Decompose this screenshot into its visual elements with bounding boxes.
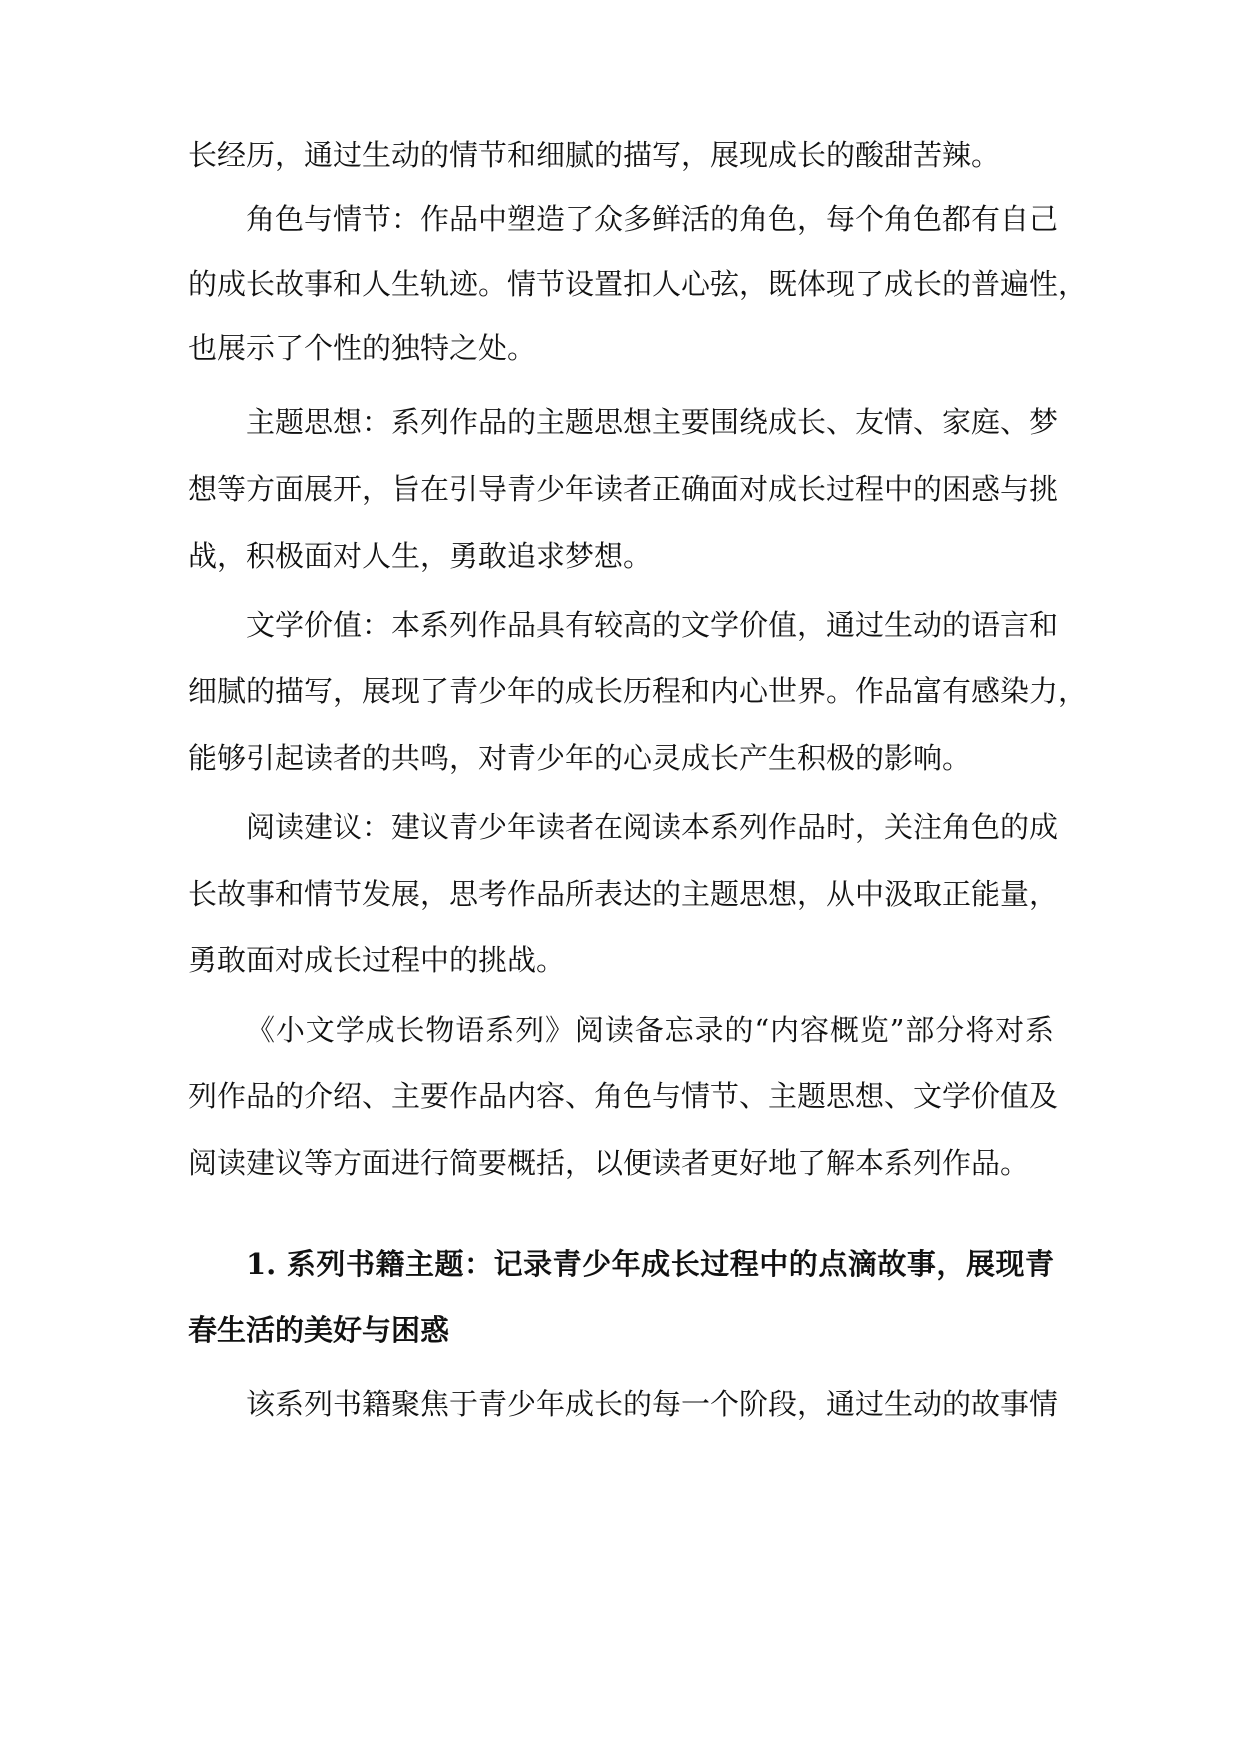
section-heading-line: 春生活的美好与困惑 <box>188 1313 450 1347</box>
body-line: 长故事和情节发展，思考作品所表达的主题思想，从中汲取正能量， <box>188 877 1059 911</box>
body-line: 长经历，通过生动的情节和细腻的描写，展现成长的酸甜苦辣。 <box>188 138 1001 172</box>
body-line: 想等方面展开，旨在引导青少年读者正确面对成长过程中的困惑与挑 <box>188 472 1059 506</box>
body-line: 的成长故事和人生轨迹。情节设置扣人心弦，既体现了成长的普遍性， <box>188 267 1088 301</box>
body-line: 角色与情节：作品中塑造了众多鲜活的角色，每个角色都有自己 <box>246 202 1059 236</box>
body-line: 列作品的介绍、主要作品内容、角色与情节、主题思想、文学价值及 <box>188 1079 1059 1113</box>
body-line: 《小文学成长物语系列》阅读备忘录的“内容概览”部分将对系 <box>246 1013 1054 1047</box>
body-line: 也展示了个性的独特之处。 <box>188 331 537 365</box>
section-heading-line: 1. 系列书籍主题：记录青少年成长过程中的点滴故事，展现青 <box>246 1247 1054 1281</box>
body-line: 阅读建议等方面进行简要概括，以便读者更好地了解本系列作品。 <box>188 1146 1030 1180</box>
body-line: 主题思想：系列作品的主题思想主要围绕成长、友情、家庭、梦 <box>246 405 1059 439</box>
body-line: 细腻的描写，展现了青少年的成长历程和内心世界。作品富有感染力， <box>188 674 1088 708</box>
body-line: 阅读建议：建议青少年读者在阅读本系列作品时，关注角色的成 <box>246 810 1059 844</box>
body-line: 文学价值：本系列作品具有较高的文学价值，通过生动的语言和 <box>246 608 1059 642</box>
body-line: 战，积极面对人生，勇敢追求梦想。 <box>188 539 653 573</box>
body-line: 能够引起读者的共鸣，对青少年的心灵成长产生积极的影响。 <box>188 741 972 775</box>
body-line: 该系列书籍聚焦于青少年成长的每一个阶段，通过生动的故事情 <box>246 1387 1059 1421</box>
body-line: 勇敢面对成长过程中的挑战。 <box>188 943 566 977</box>
